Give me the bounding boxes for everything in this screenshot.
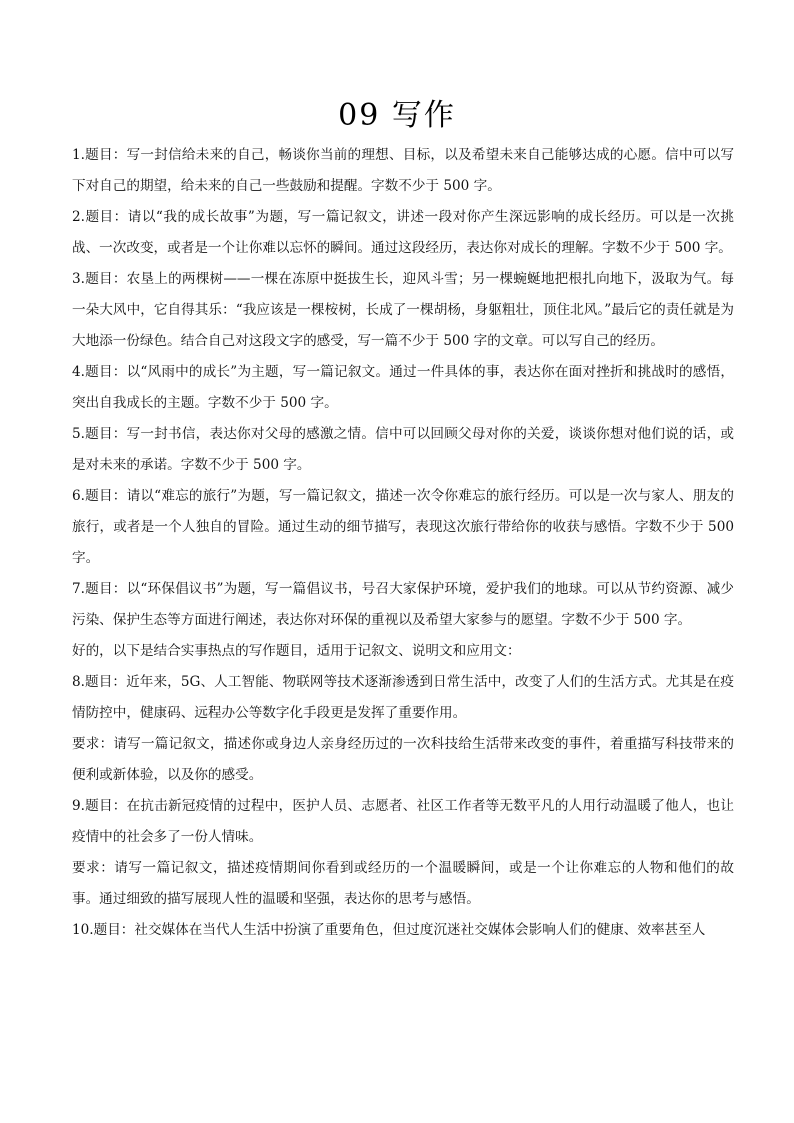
prompt-2: 2.题目：请以“我的成长故事”为题，写一篇记叙文，讲述一段对你产生深远影响的成长经历。可以是一次挑战、一次改变，或者是一个让你难以忘怀的瞬间。通过这段经历，表达你对成长的理解。字数不少于 500 字。 [72,209,734,256]
document-body [72,140,734,946]
prompt-7: 7.题目：以“环保倡议书”为题，写一篇倡议书，号召大家保护环境，爱护我们的地球。可以从节约资源、减少污染、保护生态等方面进行阐述，表达你对环保的重视以及希望大家参与的愿望。字数不少于 500 字。 [72,581,734,628]
prompt-8-requirement: 要求：请写一篇记叙文，描述你或身边人亲身经历过的一次科技给生活带来改变的事件，着重描写科技带来的便利或新体验，以及你的感受。 [72,736,734,783]
prompt-4: 4.题目：以“风雨中的成长”为主题，写一篇记叙文。通过一件具体的事，表达你在面对挫折和挑战时的感悟，突出自我成长的主题。字数不少于 500 字。 [72,364,734,411]
prompt-9-requirement: 要求：请写一篇记叙文，描述疫情期间你看到或经历的一个温暖瞬间，或是一个让你难忘的人物和他们的故事。通过细致的描写展现人性的温暖和坚强，表达你的思考与感悟。 [72,860,734,907]
prompt-3: 3.题目：农垦上的两棵树——一棵在冻原中挺拔生长，迎风斗雪；另一棵蜿蜒地把根扎向地下，汲取为气。每一朵大风中，它自得其乐：“我应该是一棵桉树，长成了一棵胡杨，身躯粗壮，顶住北风。”最后它的责任就是为大地添一份绿色。结合自己对这段文字的感受，写一篇不少于 500 字的文章。可以写自己的经历。 [72,271,734,349]
prompt-5: 5.题目：写一封书信，表达你对父母的感激之情。信中可以回顾父母对你的关爱，谈谈你想对他们说的话，或是对未来的承诺。字数不少于 500 字。 [72,426,734,473]
prompt-9: 9.题目：在抗击新冠疫情的过程中，医护人员、志愿者、社区工作者等无数平凡的人用行动温暖了他人，也让疫情中的社会多了一份人情味。 [72,798,734,845]
prompt-8: 8.题目：近年来，5G、人工智能、物联网等技术逐渐渗透到日常生活中，改变了人们的生活方式。尤其是在疫情防控中，健康码、远程办公等数字化手段更是发挥了重要作用。 [72,674,734,721]
prompt-6: 6.题目：请以“难忘的旅行”为题，写一篇记叙文，描述一次令你难忘的旅行经历。可以是一次与家人、朋友的旅行，或者是一个人独自的冒险。通过生动的细节描写，表现这次旅行带给你的收获与感悟。字数不少于 500 字。 [72,488,734,566]
prompt-10: 10.题目：社交媒体在当代人生活中扮演了重要角色，但过度沉迷社交媒体会影响人们的健康、效率甚至人 [72,922,706,938]
page-title: 09 写作 [338,98,456,133]
intro-hot-topics: 好的，以下是结合实事热点的写作题目，适用于记叙文、说明文和应用文： [72,643,521,659]
prompt-1: 1.题目：写一封信给未来的自己，畅谈你当前的理想、目标，以及希望未来自己能够达成的心愿。信中可以写下对自己的期望，给未来的自己一些鼓励和提醒。字数不少于 500 字。 [72,147,734,194]
